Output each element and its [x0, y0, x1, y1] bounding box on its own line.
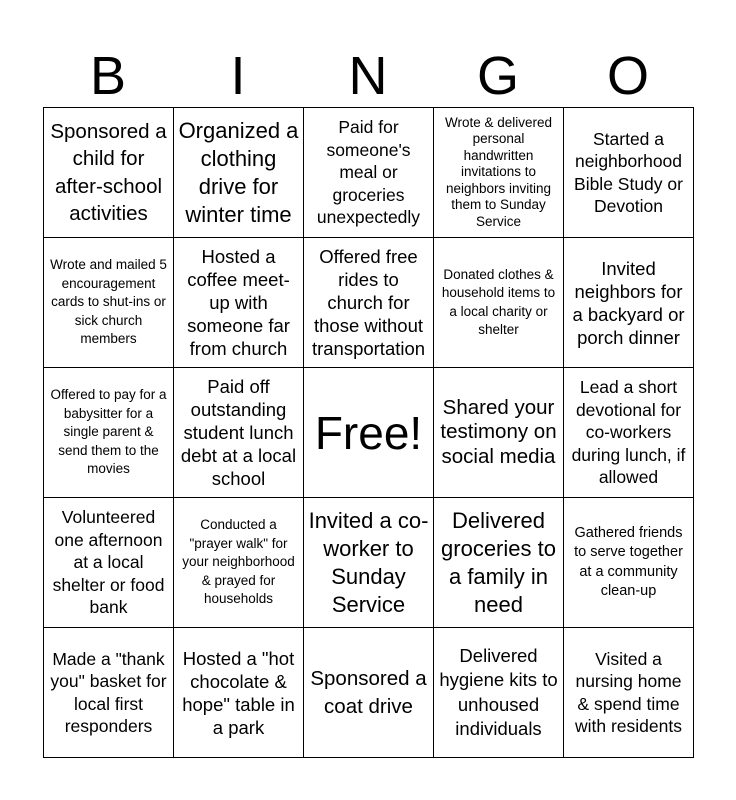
header-letter-b: B — [89, 46, 127, 106]
bingo-cell[interactable] — [564, 108, 694, 238]
bingo-cell[interactable] — [44, 238, 174, 368]
bingo-cell[interactable] — [44, 628, 174, 758]
cell-text: Invited a co-worker to Sunday Service — [308, 507, 429, 617]
cell-text: Gathered friends to serve together at a community clean-up — [574, 524, 683, 599]
cell-text: Sponsored a child for after-school activities — [50, 119, 167, 225]
cell-text: Volunteered one afternoon at a local shelter or food bank — [52, 507, 165, 618]
cell-text: Hosted a coffee meet-up with someone far from church — [187, 246, 290, 359]
bingo-row — [44, 108, 694, 238]
cell-text: Made a "thank you" basket for local first responders — [50, 648, 167, 736]
bingo-cell[interactable] — [564, 368, 694, 498]
cell-text: Delivered groceries to a family in need — [441, 507, 556, 617]
bingo-cell[interactable] — [434, 628, 564, 758]
free-space[interactable] — [304, 368, 434, 498]
bingo-header — [43, 46, 693, 106]
cell-text: Offered free rides to church for those without transportation — [311, 246, 426, 359]
cell-text: Visited a nursing home & spend time with residents — [575, 648, 682, 736]
bingo-cell[interactable] — [434, 238, 564, 368]
bingo-cell[interactable] — [434, 108, 564, 238]
bingo-row — [44, 498, 694, 628]
bingo-cell[interactable] — [44, 498, 174, 628]
bingo-cell[interactable] — [44, 108, 174, 238]
cell-text: Hosted a "hot chocolate & hope" table in a park — [182, 647, 295, 738]
bingo-cell[interactable] — [564, 628, 694, 758]
cell-text: Invited neighbors for a backyard or porch dinner — [572, 257, 685, 348]
bingo-cell[interactable] — [564, 498, 694, 628]
bingo-cell[interactable] — [174, 628, 304, 758]
bingo-cell[interactable] — [434, 498, 564, 628]
cell-text: Wrote & delivered personal handwritten invitations to neighbors inviting them to Sunday Service — [444, 114, 553, 229]
cell-text: Paid off outstanding student lunch debt at a local school — [180, 376, 297, 489]
cell-text: Offered to pay for a babysitter for a single parent & send them to the movies — [50, 387, 167, 477]
cell-text: Lead a short devotional for co-workers during lunch, if allowed — [571, 377, 686, 488]
header-letter-g: G — [476, 46, 519, 106]
bingo-row — [44, 628, 694, 758]
bingo-cell[interactable] — [304, 628, 434, 758]
cell-text: Shared your testimony on social media — [440, 395, 557, 468]
cell-text: Sponsored a coat drive — [310, 667, 427, 718]
cell-text: Started a neighborhood Bible Study or Devotion — [574, 128, 683, 216]
bingo-cell[interactable] — [44, 368, 174, 498]
header-letter-i: I — [230, 46, 246, 106]
cell-text: Organized a clothing drive for winter time — [178, 117, 299, 227]
bingo-cell[interactable] — [304, 108, 434, 238]
bingo-cell[interactable] — [174, 108, 304, 238]
cell-text: Conducted a "prayer walk" for your neighborhood & prayed for households — [182, 517, 295, 607]
bingo-cell[interactable] — [304, 498, 434, 628]
cell-text: Donated clothes & household items to a local charity or shelter — [441, 266, 556, 337]
bingo-row — [44, 238, 694, 368]
header-letter-n: N — [348, 46, 388, 106]
bingo-cell[interactable] — [564, 238, 694, 368]
bingo-cell[interactable] — [174, 368, 304, 498]
free-label: Free! — [314, 406, 423, 459]
bingo-cell[interactable] — [174, 238, 304, 368]
bingo-cell[interactable] — [434, 368, 564, 498]
bingo-cell[interactable] — [174, 498, 304, 628]
cell-text: Wrote and mailed 5 encouragement cards to shut-ins or sick church members — [50, 257, 167, 347]
cell-text: Delivered hygiene kits to unhoused individuals — [439, 644, 558, 739]
cell-text: Paid for someone's meal or groceries unexpectedly — [316, 117, 421, 228]
header-letter-o: O — [606, 46, 649, 106]
bingo-row — [44, 368, 694, 498]
bingo-cell[interactable] — [304, 238, 434, 368]
bingo-card — [43, 107, 694, 758]
